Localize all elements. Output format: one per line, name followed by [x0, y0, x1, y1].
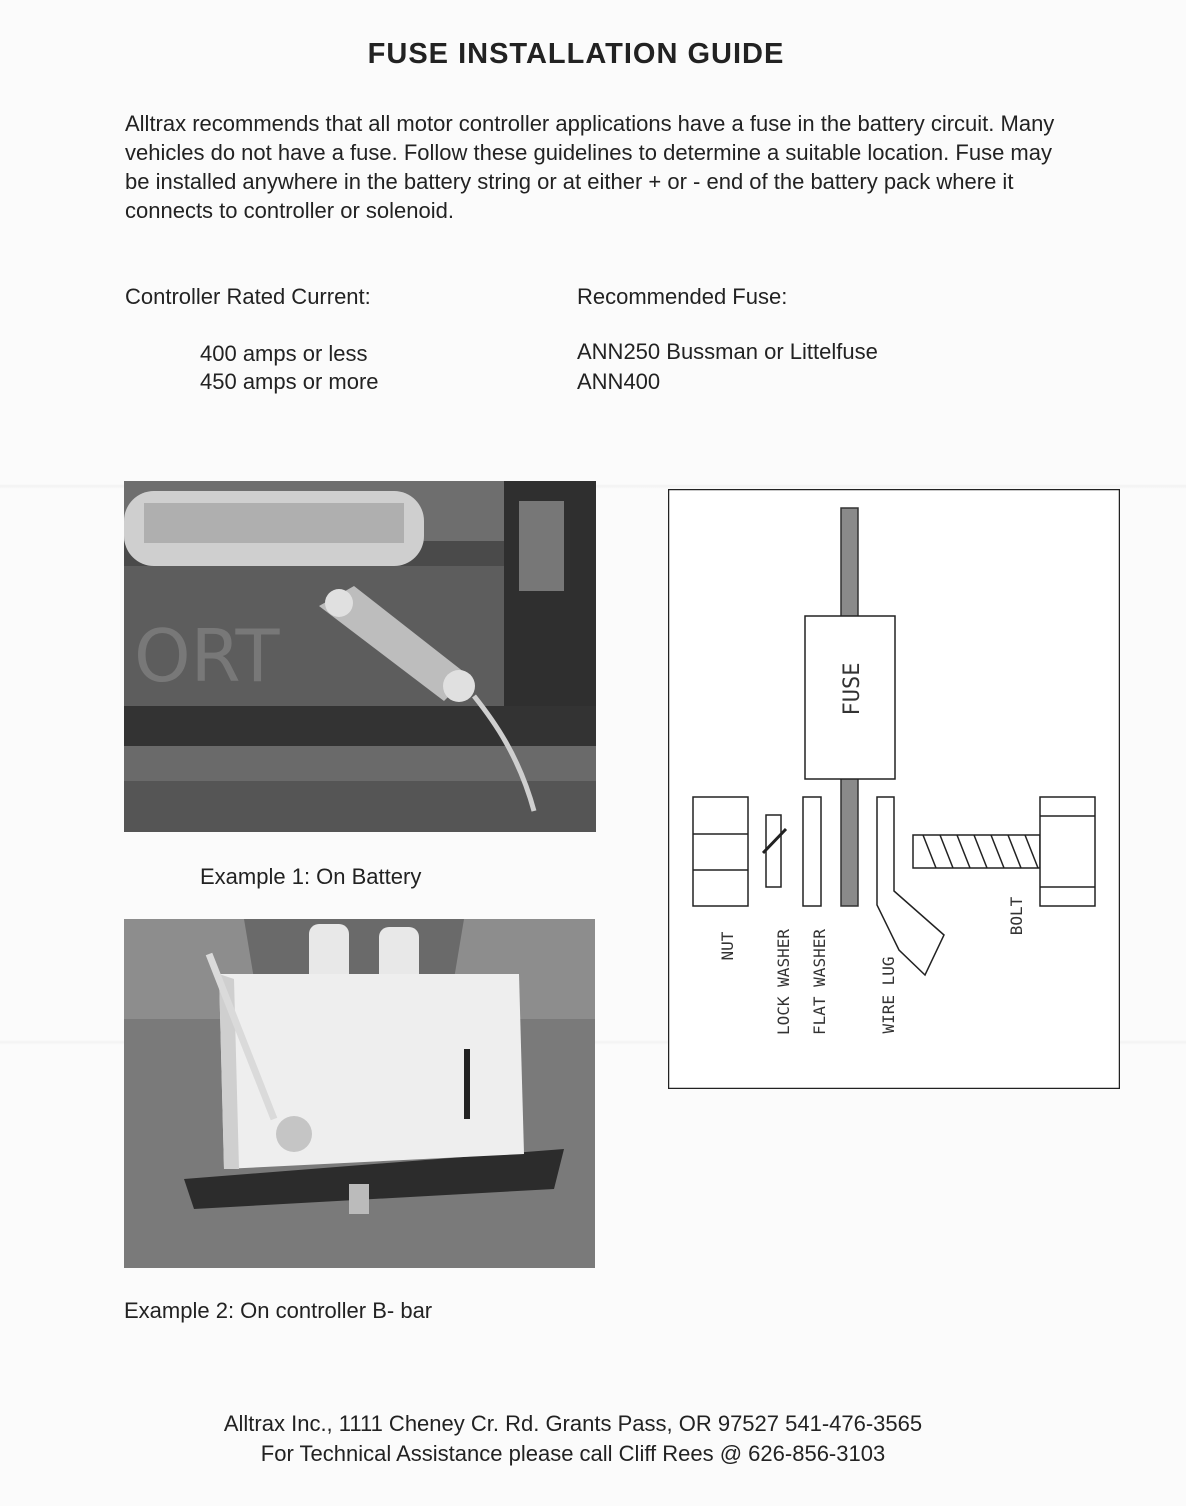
wire-lug-label: WIRE LUG [879, 956, 898, 1034]
intro-paragraph: Alltrax recommends that all motor controller applications have a fuse in the battery circuit. Many vehicles do not have a fuse. Follow these guidelines to determine a suitable location. Fuse may be installed anywhere in the battery string or at either + or - end of the battery pack where it connects to controller or solenoid. [125, 111, 1055, 223]
svg-text:ORT: ORT [134, 614, 280, 698]
page-title: FUSE INSTALLATION GUIDE [367, 38, 785, 70]
flat-washer-label: FLAT WASHER [810, 929, 829, 1035]
bolt-label: BOLT [1007, 896, 1026, 936]
footer-tech-support: For Technical Assistance please call Cliff Rees @ 626-856-3103 [260, 1441, 886, 1466]
nut [693, 797, 748, 906]
example-1-caption: Example 1: On Battery [200, 864, 422, 889]
fuse-row-1: ANN250 Bussman or Littelfuse [577, 339, 878, 364]
recommended-fuse-header: Recommended Fuse: [577, 284, 788, 309]
footer-address: Alltrax Inc., 1111 Cheney Cr. Rd. Grants Pass, OR 97527 541-476-3565 [223, 1411, 923, 1436]
lock-washer [766, 815, 781, 887]
battery-fuse-photo [124, 481, 596, 832]
current-row-2: 450 amps or more [200, 369, 379, 394]
current-row-1: 400 amps or less [200, 341, 368, 366]
nut-label: NUT [718, 931, 737, 961]
flat-washer [803, 797, 821, 906]
example-2-caption: Example 2: On controller B- bar [124, 1298, 433, 1323]
fuse-assembly-diagram [668, 489, 1120, 1089]
controller-fuse-photo [124, 919, 595, 1268]
fuse-row-2: ANN400 [577, 369, 661, 394]
lock-washer-label: LOCK WASHER [774, 929, 793, 1035]
fuse-label: FUSE [840, 662, 865, 716]
controller-current-header: Controller Rated Current: [125, 284, 371, 309]
